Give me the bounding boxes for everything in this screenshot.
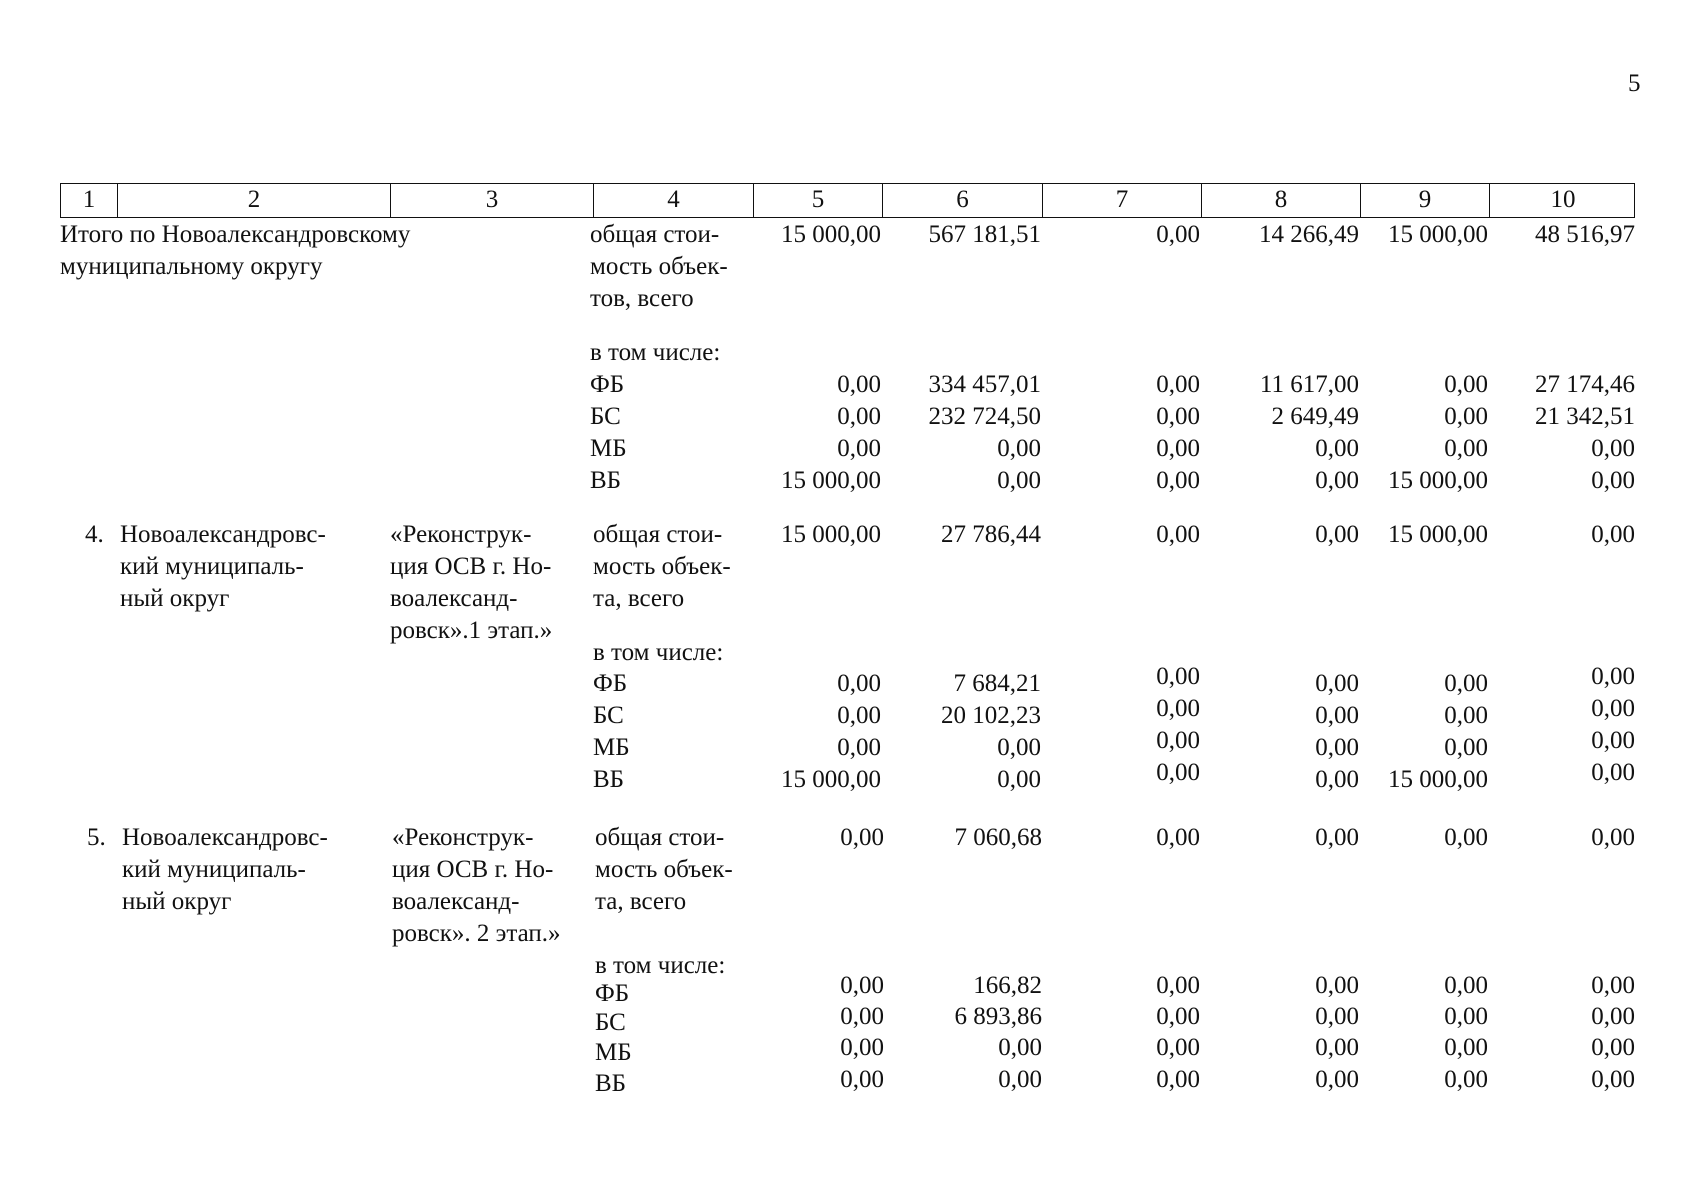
item-row-value: 0,00 <box>1591 727 1635 754</box>
total-row-value: 0,00 <box>837 403 881 430</box>
item-row-value: 0,00 <box>1444 670 1488 697</box>
total-value-col6: 567 181,51 <box>928 221 1041 248</box>
total-row-value: 0,00 <box>837 435 881 462</box>
total-row-value: 0,00 <box>1315 467 1359 494</box>
item-row-value: 0,00 <box>1444 1066 1488 1093</box>
column-header-row <box>60 183 1635 218</box>
item-desc: общая стои- <box>595 824 725 851</box>
col-header-8: 8 <box>1202 184 1361 217</box>
item-row-value: 0,00 <box>1156 759 1200 786</box>
total-row-label: МБ <box>590 435 627 462</box>
item-row-value: 0,00 <box>1156 1034 1200 1061</box>
item-object: ция ОСВ г. Но- <box>390 553 552 580</box>
item-row-value: 0,00 <box>1444 1003 1488 1030</box>
item-row-value: 0,00 <box>840 1003 884 1030</box>
total-row-value: 334 457,01 <box>928 371 1041 398</box>
item-row-value: 0,00 <box>1591 663 1635 690</box>
total-row-label: ФБ <box>590 371 625 398</box>
item-row-value: 0,00 <box>1315 1034 1359 1061</box>
col-header-2: 2 <box>118 184 391 217</box>
col-header-4: 4 <box>594 184 754 217</box>
page-number: 5 <box>1628 70 1641 97</box>
total-value-col8: 14 266,49 <box>1259 221 1359 248</box>
item-row-value: 0,00 <box>840 1066 884 1093</box>
item-row-value: 0,00 <box>1591 1003 1635 1030</box>
item-row-value: 0,00 <box>837 702 881 729</box>
item-total-value: 0,00 <box>1444 824 1488 851</box>
item-row-value: 166,82 <box>973 972 1042 999</box>
total-value-col9: 15 000,00 <box>1388 221 1488 248</box>
item-row-label: БС <box>595 1009 626 1036</box>
item-object: воалександ- <box>392 888 520 915</box>
item-number: 4. <box>85 521 104 548</box>
total-including-label: в том числе: <box>590 339 721 366</box>
total-row-value: 15 000,00 <box>781 467 881 494</box>
total-row-value: 0,00 <box>1444 435 1488 462</box>
item-total-value: 27 786,44 <box>941 521 1041 548</box>
item-total-value: 0,00 <box>1315 521 1359 548</box>
item-row-value: 7 684,21 <box>953 670 1041 697</box>
item-row-label: ФБ <box>595 980 630 1007</box>
item-row-value: 0,00 <box>997 766 1041 793</box>
item-row-value: 0,00 <box>1591 695 1635 722</box>
item-row-value: 0,00 <box>1591 1034 1635 1061</box>
total-value-col5: 15 000,00 <box>781 221 881 248</box>
item-desc: мость объек- <box>593 553 731 580</box>
item-row-value: 0,00 <box>840 1034 884 1061</box>
total-label-line2: муниципальному округу <box>60 253 323 280</box>
item-municipality: ный округ <box>122 888 232 915</box>
item-row-label: ФБ <box>593 670 628 697</box>
item-including-label: в том числе: <box>595 952 726 979</box>
item-total-value: 15 000,00 <box>1388 521 1488 548</box>
item-municipality: Новоалександровс- <box>122 824 328 851</box>
item-desc: общая стои- <box>593 521 723 548</box>
total-row-value: 0,00 <box>1444 371 1488 398</box>
item-total-value: 0,00 <box>840 824 884 851</box>
item-row-value: 0,00 <box>998 1066 1042 1093</box>
item-row-label: ВБ <box>593 766 625 793</box>
item-desc: та, всего <box>595 888 687 915</box>
item-row-value: 0,00 <box>837 670 881 697</box>
item-object: «Реконструк- <box>390 521 532 548</box>
item-object: ция ОСВ г. Но- <box>392 856 554 883</box>
item-row-value: 0,00 <box>837 734 881 761</box>
item-row-value: 0,00 <box>1444 734 1488 761</box>
total-row-value: 15 000,00 <box>1388 467 1488 494</box>
item-row-value: 0,00 <box>1591 759 1635 786</box>
item-municipality: кий муниципаль- <box>122 856 306 883</box>
item-total-value: 0,00 <box>1591 824 1635 851</box>
total-row-value: 27 174,46 <box>1535 371 1635 398</box>
item-row-label: МБ <box>593 734 630 761</box>
item-total-value: 0,00 <box>1591 521 1635 548</box>
item-object: «Реконструк- <box>392 824 534 851</box>
total-desc-line1: общая стои- <box>590 221 720 248</box>
total-row-value: 21 342,51 <box>1535 403 1635 430</box>
col-header-7: 7 <box>1043 184 1202 217</box>
item-municipality: кий муниципаль- <box>120 553 304 580</box>
item-including-label: в том числе: <box>593 639 724 666</box>
total-value-col10: 48 516,97 <box>1535 221 1635 248</box>
total-row-value: 0,00 <box>1315 435 1359 462</box>
total-row-label: БС <box>590 403 621 430</box>
item-object: ровск».1 этап.» <box>390 617 553 644</box>
col-header-6: 6 <box>883 184 1043 217</box>
item-row-value: 0,00 <box>1315 670 1359 697</box>
total-row-value: 2 649,49 <box>1271 403 1359 430</box>
col-header-5: 5 <box>754 184 883 217</box>
total-desc-line2: мость объек- <box>590 253 728 280</box>
item-row-value: 0,00 <box>997 734 1041 761</box>
item-row-value: 0,00 <box>1315 1003 1359 1030</box>
item-row-value: 0,00 <box>1591 972 1635 999</box>
item-row-value: 20 102,23 <box>941 702 1041 729</box>
total-row-value: 0,00 <box>1156 371 1200 398</box>
total-row-value: 0,00 <box>1444 403 1488 430</box>
total-label: Итого по Новоалександровскому <box>60 221 411 248</box>
total-value-col7: 0,00 <box>1156 221 1200 248</box>
item-row-value: 0,00 <box>1444 1034 1488 1061</box>
total-row-value: 0,00 <box>1156 435 1200 462</box>
item-row-value: 0,00 <box>1444 972 1488 999</box>
item-municipality: Новоалександровс- <box>120 521 326 548</box>
item-row-label: ВБ <box>595 1070 627 1097</box>
item-row-value: 0,00 <box>1315 702 1359 729</box>
item-row-label: МБ <box>595 1039 632 1066</box>
total-row-value: 11 617,00 <box>1259 371 1359 398</box>
total-row-value: 0,00 <box>1156 403 1200 430</box>
item-total-value: 15 000,00 <box>781 521 881 548</box>
item-row-value: 0,00 <box>1156 1066 1200 1093</box>
item-total-value: 7 060,68 <box>954 824 1042 851</box>
total-row-value: 0,00 <box>1591 467 1635 494</box>
item-row-value: 6 893,86 <box>954 1003 1042 1030</box>
item-row-value: 0,00 <box>1315 972 1359 999</box>
item-row-value: 0,00 <box>1315 1066 1359 1093</box>
col-header-10: 10 <box>1550 186 1576 213</box>
item-row-value: 0,00 <box>998 1034 1042 1061</box>
item-total-value: 0,00 <box>1156 824 1200 851</box>
col-header-3: 3 <box>391 184 594 217</box>
item-row-value: 0,00 <box>1315 734 1359 761</box>
total-row-value: 232 724,50 <box>928 403 1041 430</box>
item-row-value: 0,00 <box>1444 702 1488 729</box>
total-row-value: 0,00 <box>1156 467 1200 494</box>
item-desc: мость объек- <box>595 856 733 883</box>
col-header-1: 1 <box>61 184 118 217</box>
item-total-value: 0,00 <box>1315 824 1359 851</box>
item-row-value: 0,00 <box>1156 695 1200 722</box>
item-total-value: 0,00 <box>1156 521 1200 548</box>
col-header-9: 9 <box>1361 184 1490 217</box>
total-row-value: 0,00 <box>1591 435 1635 462</box>
item-object: воалександ- <box>390 585 518 612</box>
item-row-value: 0,00 <box>1156 663 1200 690</box>
item-row-value: 15 000,00 <box>1388 766 1488 793</box>
item-row-value: 15 000,00 <box>781 766 881 793</box>
item-object: ровск». 2 этап.» <box>392 920 561 947</box>
item-row-value: 0,00 <box>840 972 884 999</box>
item-row-label: БС <box>593 702 624 729</box>
total-row-value: 0,00 <box>997 435 1041 462</box>
item-number: 5. <box>87 824 106 851</box>
item-row-value: 0,00 <box>1156 972 1200 999</box>
item-row-value: 0,00 <box>1156 1003 1200 1030</box>
total-row-value: 0,00 <box>997 467 1041 494</box>
total-row-label: ВБ <box>590 467 622 494</box>
item-municipality: ный округ <box>120 585 230 612</box>
total-desc-line3: тов, всего <box>590 285 694 312</box>
total-row-value: 0,00 <box>837 371 881 398</box>
item-row-value: 0,00 <box>1315 766 1359 793</box>
item-row-value: 0,00 <box>1591 1066 1635 1093</box>
item-row-value: 0,00 <box>1156 727 1200 754</box>
item-desc: та, всего <box>593 585 685 612</box>
